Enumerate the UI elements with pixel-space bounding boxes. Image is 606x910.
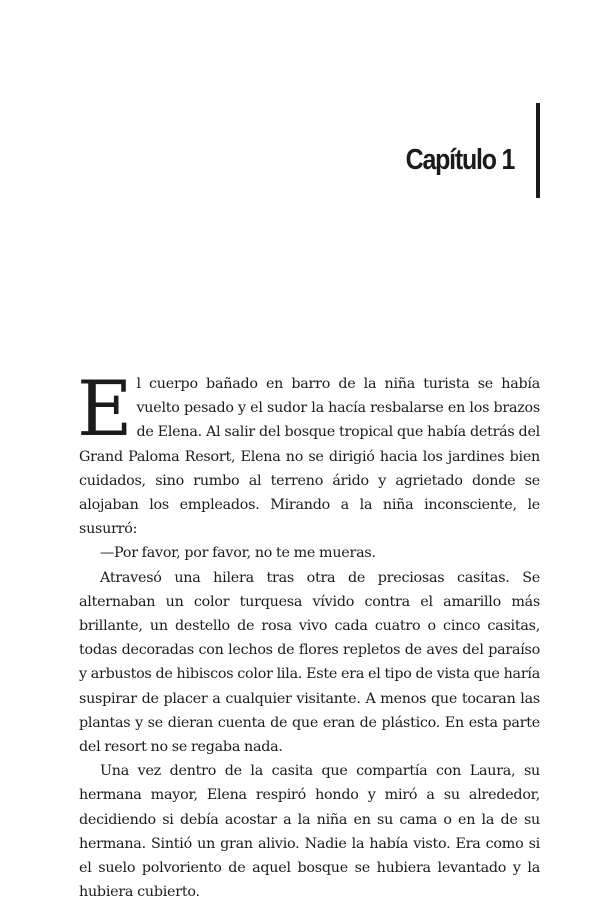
chapter-title: Capítulo 1	[405, 144, 514, 176]
chapter-vertical-rule	[536, 103, 540, 198]
paragraph-opening-text: l cuerpo bañado en barro de la niña turista se había vuelto pesado y el sudor la hacía resbalarse en los brazos de Elena. Al salir del bosque tropical que había detrás del Grand Paloma Resort, Elena no se dirigió hacia los jardines bien cuidados, sino rumbo al terreno árido y agrietado donde se alojaban los empleados. Mirando a la niña inconsciente, le susurró:	[79, 376, 540, 538]
paragraph-casitas: Atravesó una hilera tras otra de preciosas casitas. Se alternaban un color turquesa vívido contra el amarillo más brillante, un destello de rosa vivo cada cuatro o cinco casitas, todas decoradas con lechos de flores repletos de aves del paraíso y arbustos de hibiscos color lila. Este era el tipo de vista que haría suspirar de placer a cualquier visitante. A menos que tocaran las plantas y se dieran cuenta de que eran de plástico. En esta parte del resort no se regaba nada.	[79, 569, 540, 756]
paragraph-inside-casita: Una vez dentro de la casita que compartía con Laura, su hermana mayor, Elena respiró hondo y miró a su alrededor, decidiendo si debía acostar a la niña en su cama o en la de su hermana. Sintió un gran alivio. Nadie la había visto. Era como si el suelo polvoriento de aquel bosque se hubiera levantado y la hubiera cubierto.	[79, 763, 540, 901]
paragraph-dialogue: —Por favor, por favor, no te me mueras.	[100, 545, 376, 562]
drop-cap: E	[77, 364, 133, 453]
paragraph-opening	[77, 364, 540, 541]
chapter-body	[77, 364, 540, 904]
